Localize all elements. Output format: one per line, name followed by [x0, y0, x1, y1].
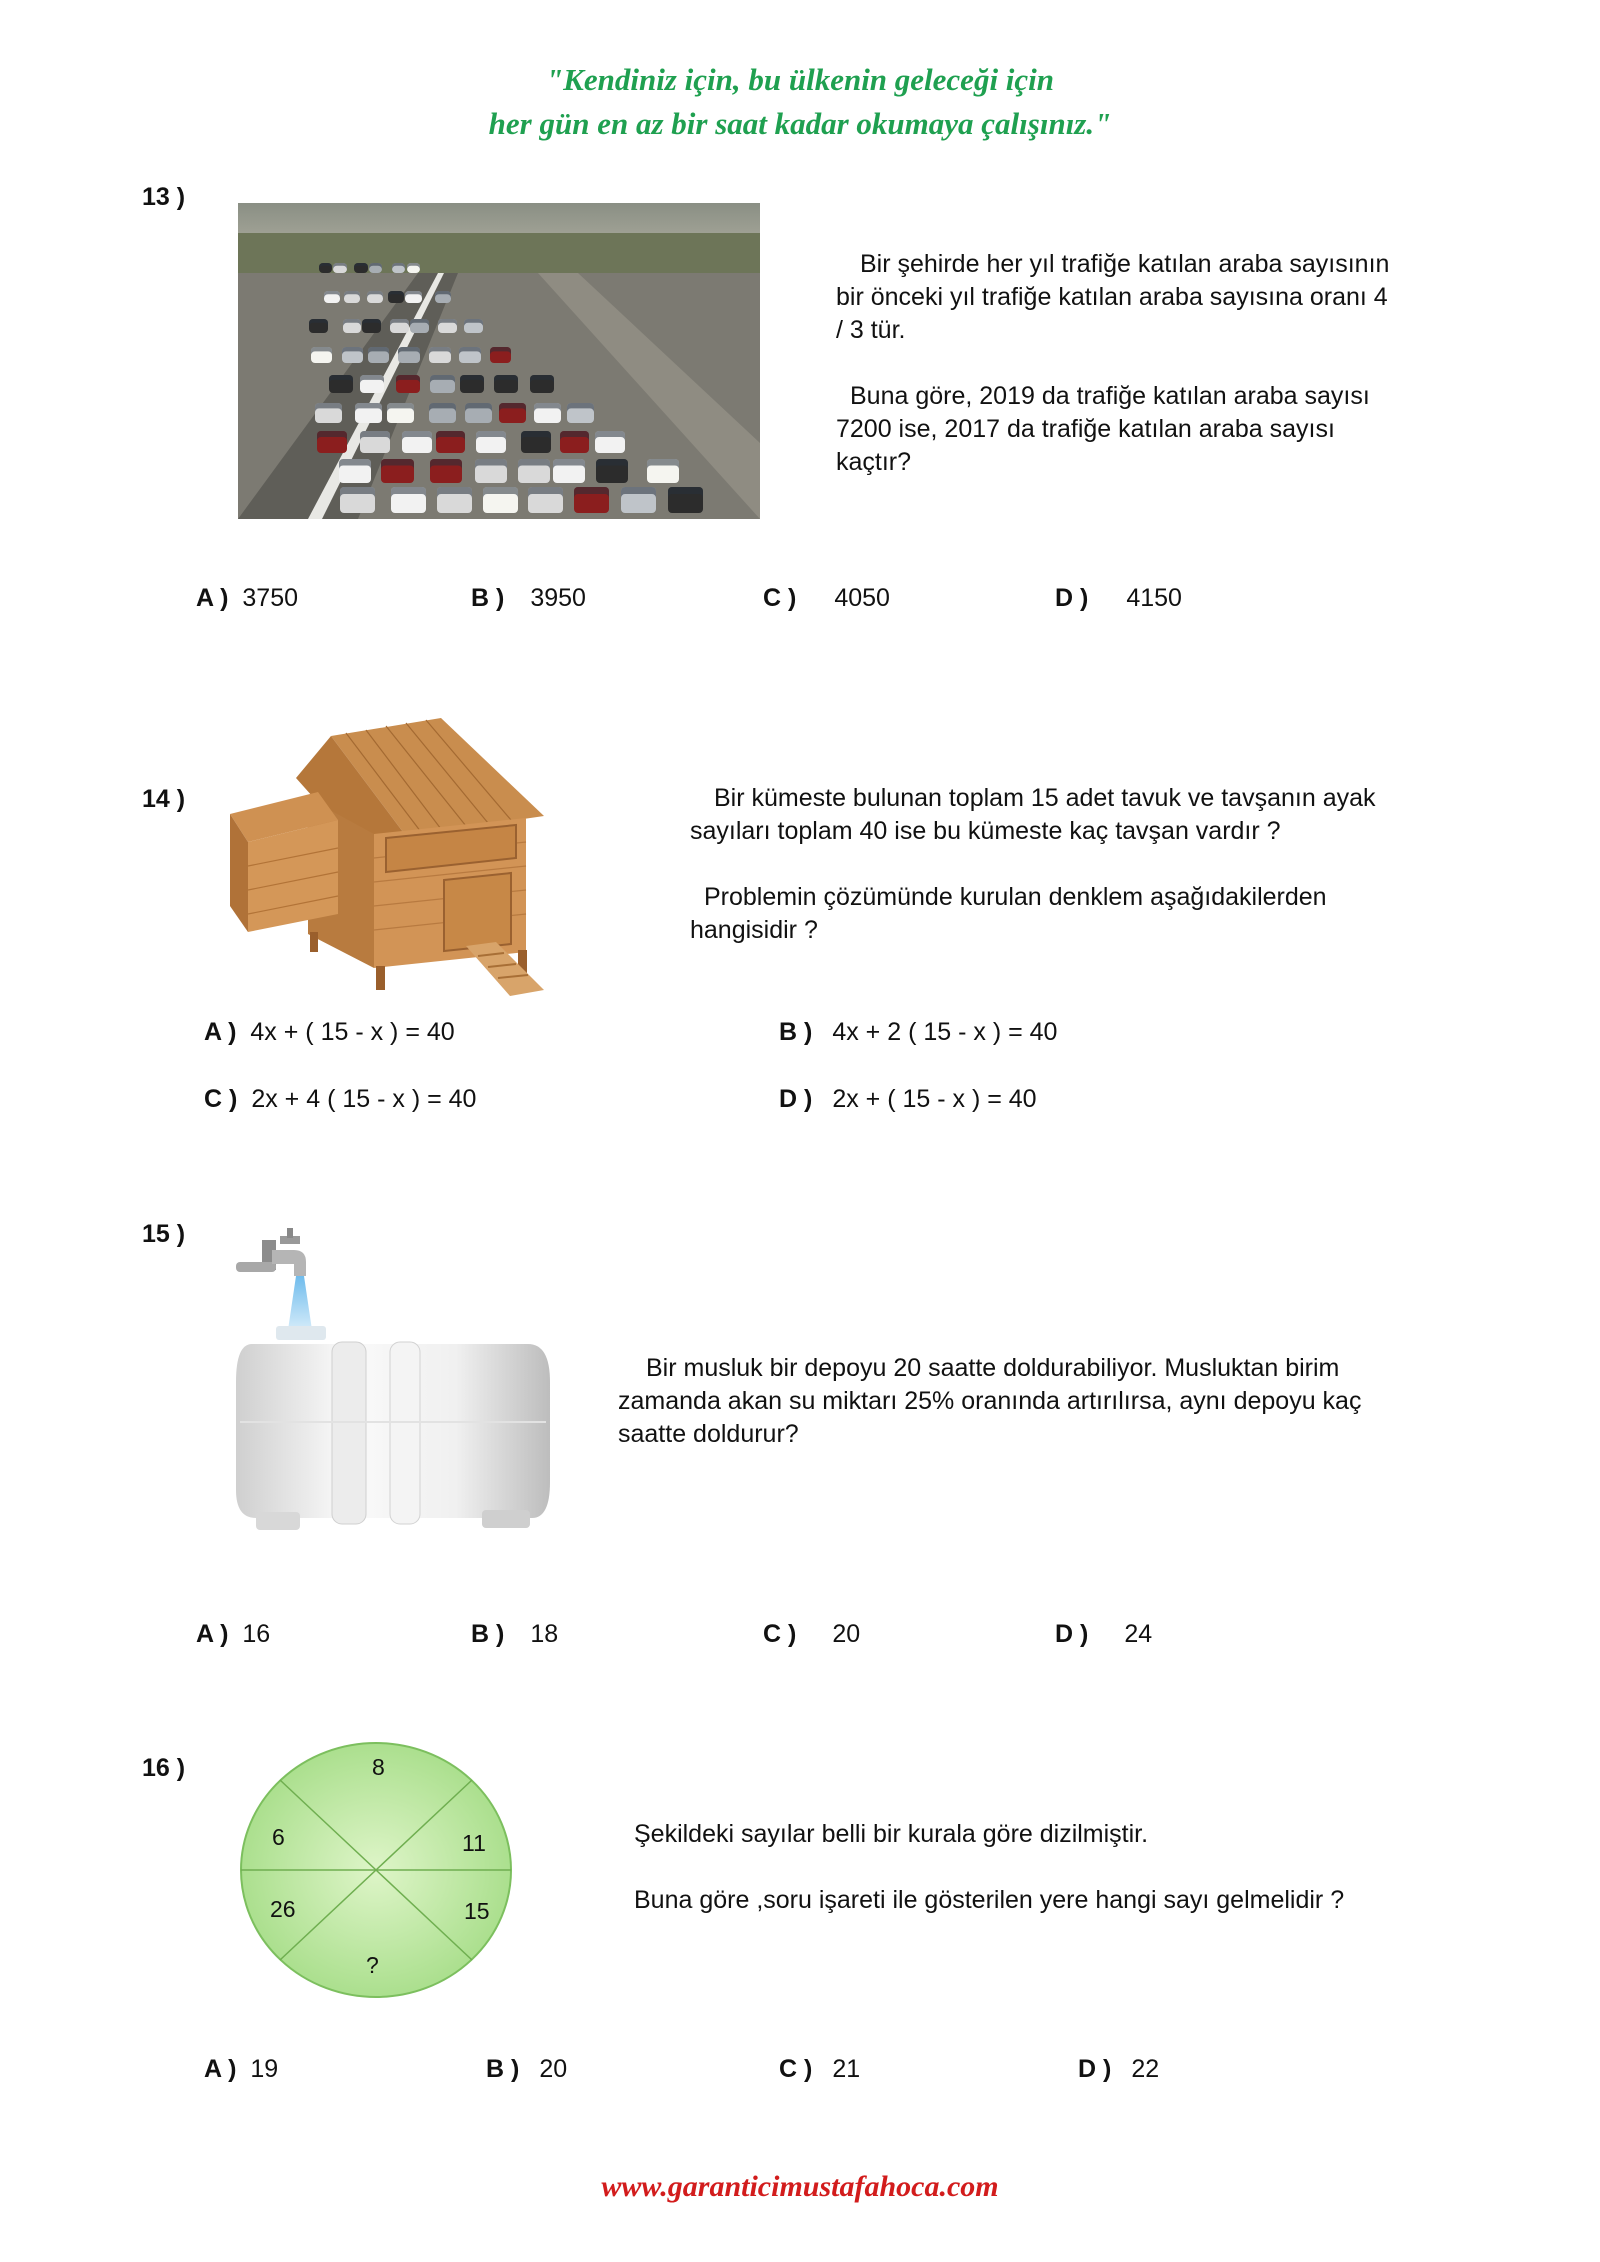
- question-15-option-a[interactable]: [196, 1620, 270, 1649]
- car-shape: [528, 487, 563, 513]
- question-15-option-b[interactable]: [471, 1620, 558, 1649]
- car-shape: [315, 403, 342, 423]
- car-shape: [369, 263, 383, 273]
- wheel-number-lower-left: 26: [270, 1896, 296, 1922]
- option-value: 20: [832, 1620, 861, 1648]
- option-value: 22: [1131, 2055, 1160, 2083]
- question-13-paragraph: Bir şehirde her yıl trafiğe katılan araba sayısının bir önceki yıl trafiğe katılan araba sayısına oranı 4 / 3 tür.: [836, 250, 1390, 344]
- motto-line-2: her gün en az bir saat kadar okumaya çalışınız.": [488, 106, 1112, 141]
- option-value: 4050: [834, 584, 890, 612]
- car-shape: [429, 347, 451, 363]
- option-value: 4x + 2 ( 15 - x ) = 40: [832, 1018, 1058, 1046]
- option-letter: C ): [204, 1085, 238, 1113]
- option-letter: D ): [1055, 1620, 1089, 1648]
- car-shape: [460, 375, 484, 393]
- car-shape: [430, 459, 462, 483]
- car-shape: [430, 375, 454, 393]
- question-15-paragraph: Bir musluk bir depoyu 20 saatte doldurabiliyor. Musluktan birim zamanda akan su miktarı 25% oranında artırılırsa, aynı depoyu kaç saatte doldurur?: [618, 1354, 1362, 1448]
- option-letter: A ): [196, 584, 229, 612]
- car-shape: [387, 403, 414, 423]
- question-15-option-c[interactable]: [763, 1620, 860, 1649]
- car-shape: [490, 347, 512, 363]
- car-shape: [388, 291, 404, 303]
- car-shape: [476, 431, 506, 453]
- car-shape: [402, 431, 432, 453]
- option-value: 4150: [1126, 584, 1182, 612]
- car-shape: [390, 319, 409, 333]
- car-shape: [319, 263, 333, 273]
- question-16-option-a[interactable]: [204, 2055, 278, 2084]
- option-letter: B ): [471, 1620, 505, 1648]
- question-14-number: 14 ): [142, 785, 186, 813]
- car-shape: [574, 487, 609, 513]
- question-13-number: 13 ): [142, 183, 186, 211]
- car-shape: [483, 487, 518, 513]
- page-header-motto: [0, 58, 1600, 146]
- car-shape: [340, 487, 375, 513]
- car-shape: [567, 403, 594, 423]
- car-shape: [595, 431, 625, 453]
- car-shape: [465, 403, 492, 423]
- option-value: 4x + ( 15 - x ) = 40: [250, 1018, 455, 1046]
- question-13-paragraph: Buna göre, 2019 da trafiğe katılan araba sayısı 7200 ise, 2017 da trafiğe katılan araba sayısı kaçtır?: [836, 382, 1370, 476]
- car-shape: [311, 347, 333, 363]
- option-letter: D ): [1078, 2055, 1112, 2083]
- wheel-number-upper-left: 6: [272, 1824, 285, 1850]
- question-14-option-a[interactable]: [204, 1018, 455, 1047]
- question-14-text: [690, 782, 1410, 947]
- question-15-number: 15 ): [142, 1220, 186, 1248]
- question-14-paragraph: Problemin çözümünde kurulan denklem aşağıdakilerden hangisidir ?: [690, 883, 1327, 944]
- car-shape: [560, 431, 590, 453]
- car-shape: [317, 431, 347, 453]
- question-15-option-d[interactable]: [1055, 1620, 1152, 1649]
- question-14-paragraph: Bir kümeste bulunan toplam 15 adet tavuk ve tavşanın ayak sayıları toplam 40 ise bu kümeste kaç tavşan vardır ?: [690, 784, 1376, 845]
- car-shape: [396, 375, 420, 393]
- option-value: 2x + ( 15 - x ) = 40: [832, 1085, 1037, 1113]
- car-shape: [367, 291, 383, 303]
- wooden-chicken-coop-photo: [226, 718, 552, 1000]
- car-shape: [339, 459, 371, 483]
- question-14-option-b[interactable]: [779, 1018, 1057, 1047]
- question-16-option-b[interactable]: [486, 2055, 567, 2084]
- question-16-number: 16 ): [142, 1754, 186, 1782]
- question-16-text: [634, 1818, 1434, 1917]
- option-letter: B ): [779, 1018, 813, 1046]
- car-shape: [333, 263, 347, 273]
- car-shape: [429, 403, 456, 423]
- car-shape: [534, 403, 561, 423]
- question-15-text: [618, 1352, 1378, 1451]
- car-shape: [499, 403, 526, 423]
- car-shape: [391, 487, 426, 513]
- question-16-option-c[interactable]: [779, 2055, 860, 2084]
- option-value: 20: [539, 2055, 568, 2083]
- car-shape: [343, 319, 362, 333]
- car-shape: [521, 431, 551, 453]
- car-shape: [464, 319, 483, 333]
- wheel-number-lower-right: 15: [464, 1898, 490, 1924]
- wheel-number-bottom: ?: [366, 1952, 379, 1978]
- car-shape: [436, 431, 466, 453]
- option-value: 24: [1124, 1620, 1153, 1648]
- car-shape: [647, 459, 679, 483]
- option-letter: B ): [486, 2055, 520, 2083]
- car-shape: [324, 291, 340, 303]
- car-shape: [309, 319, 328, 333]
- car-shape: [553, 459, 585, 483]
- wheel-number-upper-right: 11: [462, 1830, 486, 1856]
- option-letter: C ): [763, 584, 797, 612]
- car-shape: [530, 375, 554, 393]
- car-shape: [435, 291, 451, 303]
- option-letter: D ): [779, 1085, 813, 1113]
- question-13-option-a[interactable]: [196, 584, 298, 613]
- option-value: 19: [250, 2055, 279, 2083]
- car-shape: [405, 291, 421, 303]
- car-shape: [381, 459, 413, 483]
- number-wheel-diagram: [238, 1740, 514, 2000]
- wheel-number-top: 8: [372, 1754, 385, 1780]
- car-shape: [398, 347, 420, 363]
- car-shape: [596, 459, 628, 483]
- car-shape: [355, 403, 382, 423]
- car-shape: [362, 319, 381, 333]
- car-shape: [438, 319, 457, 333]
- car-shape: [437, 487, 472, 513]
- option-letter: B ): [471, 584, 505, 612]
- car-shape: [407, 263, 421, 273]
- option-letter: A ): [204, 2055, 237, 2083]
- footer-website-url[interactable]: www.garanticimustafahoca.com: [601, 2170, 999, 2203]
- faucet-and-water-tank-photo: [232, 1222, 552, 1542]
- car-shape: [360, 375, 384, 393]
- question-13-option-b[interactable]: [471, 584, 586, 613]
- car-shape: [342, 347, 364, 363]
- car-shape: [392, 263, 406, 273]
- option-letter: A ): [196, 1620, 229, 1648]
- option-value: 16: [242, 1620, 271, 1648]
- question-13-option-d[interactable]: [1055, 584, 1182, 613]
- option-letter: A ): [204, 1018, 237, 1046]
- car-shape: [459, 347, 481, 363]
- traffic-jam-photo: [238, 203, 760, 519]
- option-letter: C ): [779, 2055, 813, 2083]
- question-13-text: [836, 248, 1396, 479]
- traffic-cars: [238, 203, 760, 519]
- option-value: 21: [832, 2055, 861, 2083]
- car-shape: [668, 487, 703, 513]
- option-letter: C ): [763, 1620, 797, 1648]
- option-letter: D ): [1055, 584, 1089, 612]
- car-shape: [354, 263, 368, 273]
- car-shape: [344, 291, 360, 303]
- car-shape: [410, 319, 429, 333]
- question-14-option-d[interactable]: [779, 1085, 1037, 1114]
- option-value: 18: [530, 1620, 559, 1648]
- option-value: 2x + 4 ( 15 - x ) = 40: [251, 1085, 477, 1113]
- question-14-option-c[interactable]: [204, 1085, 476, 1114]
- question-16-paragraph: Buna göre ,soru işareti ile gösterilen yere hangi sayı gelmelidir ?: [634, 1886, 1345, 1914]
- question-16-paragraph: Şekildeki sayılar belli bir kurala göre dizilmiştir.: [634, 1820, 1149, 1848]
- question-16-option-d[interactable]: [1078, 2055, 1159, 2084]
- car-shape: [621, 487, 656, 513]
- car-shape: [494, 375, 518, 393]
- car-shape: [329, 375, 353, 393]
- car-shape: [475, 459, 507, 483]
- motto-line-1: "Kendiniz için, bu ülkenin geleceği için: [545, 62, 1055, 97]
- car-shape: [518, 459, 550, 483]
- car-shape: [368, 347, 390, 363]
- question-13-option-c[interactable]: [763, 584, 890, 613]
- car-shape: [360, 431, 390, 453]
- option-value: 3950: [530, 584, 586, 612]
- option-value: 3750: [242, 584, 299, 612]
